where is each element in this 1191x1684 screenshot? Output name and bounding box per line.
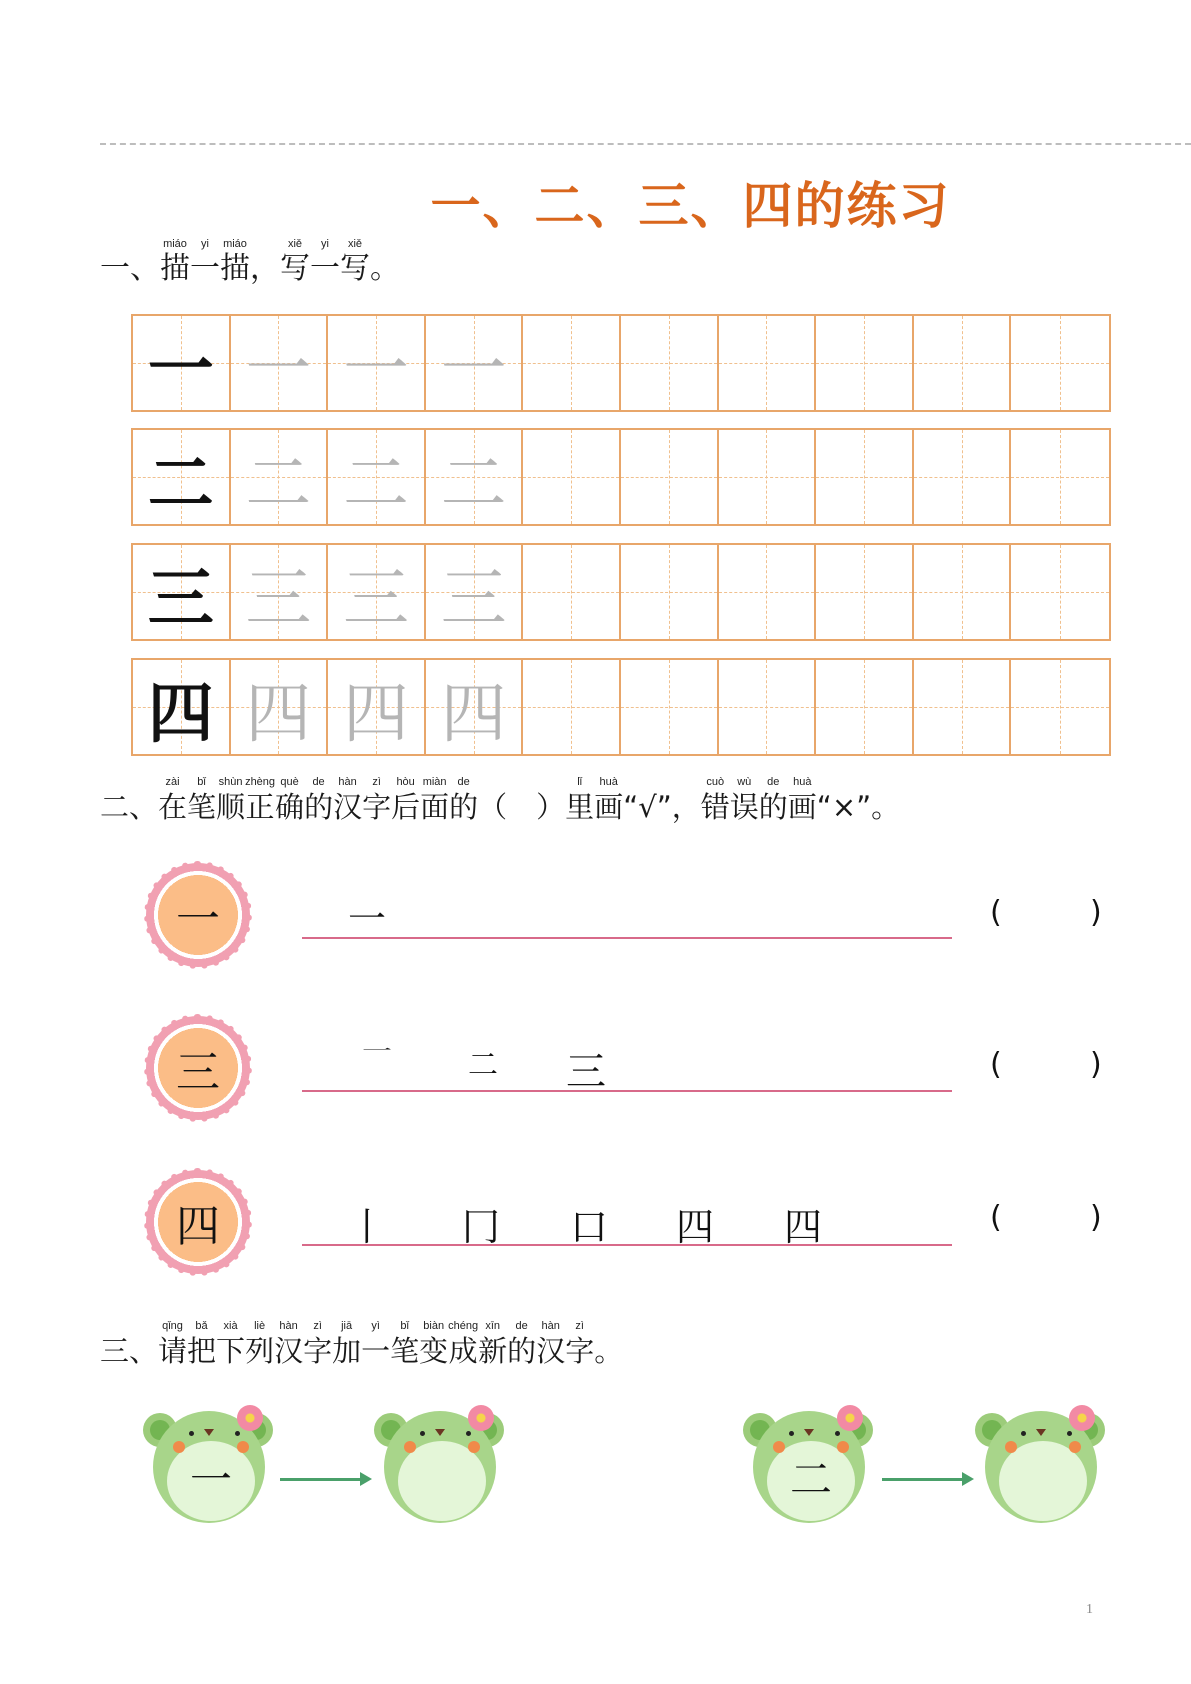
bear-face [999,1441,1087,1521]
section-1-number: 一、 [100,251,160,286]
bear-cheek [468,1441,480,1453]
hanzi: 一 [361,1334,391,1368]
stroke-order-line-1 [302,937,952,939]
hanzi: 变 [419,1334,449,1368]
bear-eye [1021,1431,1026,1436]
pinyin: jiā [341,1320,353,1332]
hanzi: 。 [370,251,400,286]
annotated-char [245,776,275,824]
hanzi: 的 [507,1334,537,1368]
pinyin: què [280,776,299,788]
stroke-step: 冂 [462,1205,501,1249]
pinyin: liè [254,1320,266,1332]
hanzi: 的 [758,790,788,824]
pinyin: zì [575,1320,584,1332]
hanzi: 请 [158,1334,188,1368]
annotated-char [361,1320,390,1368]
annotated-char [158,1320,187,1368]
trace-char-cell [426,660,524,754]
bear-nose [435,1429,445,1436]
bear-nose [804,1429,814,1436]
blank-writing-cell[interactable] [914,316,1012,410]
blank-writing-cell[interactable] [719,430,817,524]
pinyin: de [457,776,470,788]
annotated-char [275,776,304,824]
annotated-char [220,238,250,286]
blank-writing-cell[interactable] [523,660,621,754]
bear-eye [789,1431,794,1436]
bear-card-source-2 [743,1405,873,1525]
section-1-instruction [160,238,400,286]
source-char: 一 [189,1455,232,1504]
blank-writing-cell[interactable] [621,660,719,754]
annotated-char [419,1320,448,1368]
model-char-cell [133,545,231,639]
pinyin: bǐ [197,776,206,788]
hanzi: 的 [304,790,334,824]
pinyin: bǎ [195,1320,208,1332]
stroke-order-line-2 [302,1090,952,1092]
stroke-step: 四 [676,1205,715,1249]
pinyin: miáo [223,238,247,250]
hanzi: 新 [478,1334,508,1368]
hanzi: 确 [275,790,305,824]
bear-card-source-1 [143,1405,273,1525]
trace-char-cell [231,430,329,524]
bear-eye [1067,1431,1072,1436]
answer-paren-open: ( [990,1047,1002,1082]
annotated-char [817,776,900,824]
answer-paren-open: ( [990,895,1002,930]
annotated-char [158,776,187,824]
annotated-char [565,1320,594,1368]
annotated-char [250,238,280,286]
blank-writing-cell[interactable] [816,660,914,754]
stroke-step: 三 [566,1049,606,1095]
blank-writing-cell[interactable] [719,545,817,639]
annotated-char [303,1320,332,1368]
hanzi: 描 [160,251,190,286]
bear-eye [189,1431,194,1436]
section-3-number: 三、 [100,1334,159,1368]
blank-writing-cell[interactable] [816,316,914,410]
section-2-instruction [158,776,901,824]
writing-grid-row-4 [131,658,1111,756]
blank-writing-cell[interactable] [523,545,621,639]
model-char: 一 [147,329,214,408]
pinyin [623,776,701,790]
hanzi: 正 [245,790,275,824]
pinyin [594,1320,623,1334]
pinyin: hàn [541,1320,560,1332]
annotated-char [759,776,788,824]
character-medallion-1 [146,863,250,967]
answer-slot-2[interactable] [1008,1052,1086,1090]
trace-char-cell [231,316,329,410]
trace-char: 四 [440,674,507,752]
header-dashed-rule [100,143,1191,145]
flower-icon [1069,1405,1095,1431]
page-title: 一、二、三、四的练习 [430,177,951,235]
blank-writing-cell[interactable] [523,316,621,410]
section-2-number: 二、 [100,790,159,824]
pinyin: bǐ [400,1320,409,1332]
blank-writing-cell[interactable] [914,430,1012,524]
bear-card-answer-1[interactable] [374,1405,504,1525]
annotated-char [536,1320,565,1368]
annotated-char [280,238,310,286]
hanzi: 在 [158,790,188,824]
medallion-char: 一 [176,894,220,945]
bear-cheek [173,1441,185,1453]
answer-paren-close: ) [1090,895,1102,930]
trace-char-cell [328,545,426,639]
model-char: 二 [147,443,214,522]
answer-paren-close: ) [1090,1200,1102,1235]
blank-writing-cell[interactable] [914,545,1012,639]
section-1-heading [100,238,400,286]
trace-char: 四 [342,674,409,752]
hanzi: 成 [448,1334,478,1368]
answer-slot-3[interactable] [1008,1205,1086,1243]
trace-char: 二 [440,444,507,522]
bear-eye [835,1431,840,1436]
hanzi: 字 [303,1334,333,1368]
hanzi: 里 [565,790,595,824]
hanzi: 笔 [187,790,217,824]
trace-char: 三 [342,559,409,637]
hanzi: 一 [190,251,220,286]
pinyin: zì [372,776,381,788]
character-medallion-2 [146,1016,250,1120]
pinyin: hàn [338,776,357,788]
writing-grid-row-2 [131,428,1111,526]
trace-char-cell [328,430,426,524]
pinyin: shùn [218,776,243,788]
pinyin: lǐ [577,776,583,788]
hanzi: 画 [594,790,624,824]
model-char: 三 [147,558,214,637]
flower-icon [468,1405,494,1431]
pinyin: de [515,1320,528,1332]
pinyin [478,776,565,790]
trace-char: 一 [342,330,409,408]
blank-writing-cell[interactable] [1011,430,1109,524]
pinyin: xiě [347,238,363,250]
blank-writing-cell[interactable] [914,660,1012,754]
annotated-char [788,776,817,824]
pinyin: huà [793,776,812,788]
answer-paren-close: ) [1090,1047,1102,1082]
blank-writing-cell[interactable] [816,430,914,524]
bear-card-answer-2[interactable] [975,1405,1105,1525]
annotated-char [160,238,190,286]
flower-icon [237,1405,263,1431]
trace-char: 四 [245,674,312,752]
bear-cheek [1005,1441,1017,1453]
stroke-step: 口 [570,1205,609,1249]
section-3-instruction [158,1320,624,1368]
pinyin: hòu [396,776,415,788]
trace-char: 一 [440,330,507,408]
stroke-step: 丨 [348,1205,387,1249]
hanzi: 错 [700,790,730,824]
trace-char-cell [328,660,426,754]
hanzi: “√”， [623,790,701,824]
page-number: 1 [1086,1602,1093,1617]
annotated-char [340,238,370,286]
annotated-char [623,776,701,824]
section-2-heading [100,776,900,824]
annotated-char [187,776,216,824]
annotated-char [332,1320,361,1368]
pinyin: xiě [287,238,303,250]
hanzi: （ ） [478,790,566,824]
blank-writing-cell[interactable] [1011,660,1109,754]
trace-char: 三 [440,559,507,637]
pinyin: miàn [422,776,447,788]
pinyin: zhèng [245,776,276,788]
hanzi: 笔 [390,1334,420,1368]
annotated-char [565,776,594,824]
bear-eye [420,1431,425,1436]
hanzi: 的 [449,790,479,824]
trace-char: 二 [342,444,409,522]
pinyin: wù [737,776,752,788]
pinyin: cuò [706,776,725,788]
annotated-char [478,1320,507,1368]
bear-cheek [837,1441,849,1453]
pinyin: qǐng [162,1320,183,1332]
annotated-char [390,1320,419,1368]
pinyin: yi [201,238,209,250]
stroke-order-line-3 [302,1244,952,1246]
trace-char-cell [426,545,524,639]
annotated-char [216,1320,245,1368]
trace-char-cell [426,316,524,410]
hanzi: 汉 [333,790,363,824]
annotated-char [310,238,340,286]
pinyin: xīn [485,1320,500,1332]
section-3-heading [100,1320,623,1368]
hanzi: 字 [565,1334,595,1368]
bear-nose [1036,1429,1046,1436]
annotated-char [370,238,400,286]
hanzi: ， [250,251,280,286]
annotated-char [216,776,245,824]
pinyin [370,238,400,252]
blank-writing-cell[interactable] [621,545,719,639]
arrow-right-icon [280,1478,368,1481]
bear-eye [466,1431,471,1436]
pinyin: xià [223,1320,238,1332]
annotated-char [449,776,478,824]
annotated-char [420,776,449,824]
source-char: 二 [789,1455,832,1504]
hanzi: 画 [787,790,817,824]
annotated-char [701,776,730,824]
model-char: 四 [147,673,214,752]
annotated-char [245,1320,274,1368]
pinyin: yi [321,238,329,250]
blank-writing-cell[interactable] [1011,545,1109,639]
bear-nose [204,1429,214,1436]
annotated-char [448,1320,478,1368]
pinyin: huà [599,776,618,788]
pinyin: de [312,776,325,788]
hanzi: 。 [594,1334,624,1368]
bear-cheek [404,1441,416,1453]
annotated-char [362,776,391,824]
pinyin: biàn [423,1320,445,1332]
bear-face [398,1441,486,1521]
model-char-cell [133,660,231,754]
hanzi: 写 [340,251,370,286]
medallion-char: 三 [176,1047,220,1098]
stroke-step: 二 [468,1048,498,1083]
annotated-char [391,776,420,824]
blank-writing-cell[interactable] [621,430,719,524]
pinyin: hàn [279,1320,298,1332]
bear-cheek [237,1441,249,1453]
hanzi: 顺 [216,790,246,824]
writing-grid-row-3 [131,543,1111,641]
annotated-char [333,776,362,824]
pinyin [817,776,900,790]
hanzi: 后 [391,790,421,824]
hanzi: 写 [280,251,310,286]
annotated-char [594,1320,623,1368]
blank-writing-cell[interactable] [719,316,817,410]
annotated-char [730,776,759,824]
answer-slot-1[interactable] [1008,900,1086,938]
hanzi: 汉 [274,1334,304,1368]
blank-writing-cell[interactable] [621,316,719,410]
hanzi: 一 [310,251,340,286]
model-char-cell [133,430,231,524]
stroke-step: 四 [784,1205,823,1249]
trace-char: 二 [245,444,312,522]
blank-writing-cell[interactable] [523,430,621,524]
annotated-char [594,776,623,824]
writing-grid-row-1 [131,314,1111,412]
medallion-char: 四 [176,1201,220,1252]
arrow-right-icon [882,1478,970,1481]
hanzi: 字 [362,790,392,824]
hanzi: 把 [187,1334,217,1368]
blank-writing-cell[interactable] [816,545,914,639]
bear-cheek [773,1441,785,1453]
pinyin [250,238,280,252]
annotated-char [274,1320,303,1368]
trace-char: 三 [245,559,312,637]
annotated-char [190,238,220,286]
hanzi: 误 [729,790,759,824]
flower-icon [837,1405,863,1431]
hanzi: 汉 [536,1334,566,1368]
trace-char-cell [328,316,426,410]
annotated-char [478,776,565,824]
trace-char-cell [231,545,329,639]
hanzi: “×”。 [816,790,901,824]
annotated-char [187,1320,216,1368]
answer-paren-open: ( [990,1200,1002,1235]
trace-char-cell [426,430,524,524]
trace-char: 一 [245,330,312,408]
pinyin: miáo [163,238,187,250]
blank-writing-cell[interactable] [1011,316,1109,410]
hanzi: 面 [420,790,450,824]
stroke-step: 一 [348,897,387,941]
character-medallion-3 [146,1170,250,1274]
bear-eye [235,1431,240,1436]
annotated-char [507,1320,536,1368]
pinyin: de [767,776,780,788]
hanzi: 列 [245,1334,275,1368]
pinyin: yì [371,1320,380,1332]
model-char-cell [133,316,231,410]
pinyin: chéng [448,1320,479,1332]
annotated-char [304,776,333,824]
pinyin: zì [313,1320,322,1332]
hanzi: 描 [220,251,250,286]
blank-writing-cell[interactable] [719,660,817,754]
trace-char-cell [231,660,329,754]
pinyin: zài [165,776,180,788]
bear-cheek [1069,1441,1081,1453]
hanzi: 加 [332,1334,362,1368]
hanzi: 下 [216,1334,246,1368]
stroke-step: 一 [362,1042,392,1060]
